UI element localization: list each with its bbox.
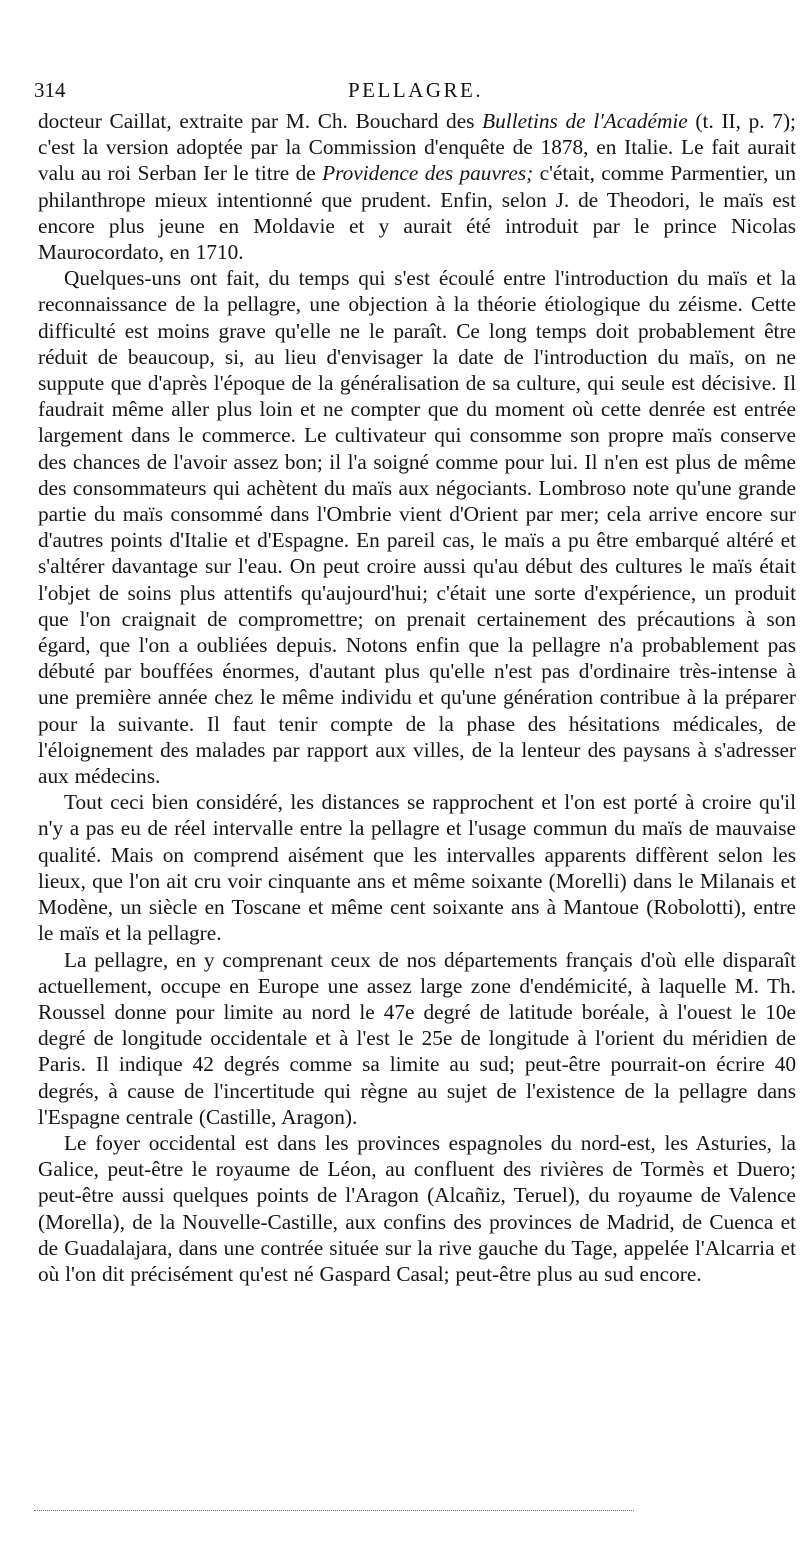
text-segment: Le foyer occidental est dans les provinces espagnoles du nord-est, les Asturies, la Galice, peut-être le royaume de Léon, au confluent des rivières de Tormès et Duero; peut-être aussi quelques points de l'Aragon (Alcañiz, Teruel), du royaume de Valence (Morella), de la Nouvelle-Castille, aux confins des provinces de Madrid, de Cuenca et de Guadalajara, dans une contrée située sur la rive gauche du Tage, appelée l'Alcarria et où l'on dit précisément qu'est né Gaspard Casal; peut-être plus au sud encore. [38,1130,796,1286]
text-segment: La pellagre, en y comprenant ceux de nos départements français d'où elle disparaît actuellement, occupe en Europe une assez large zone d'endémicité, à laquelle M. Th. Roussel donne pour limite au nord le 47e degré de latitude boréale, à l'ouest le 10e degré de longitude occidentale et à l'est le 25e de longitude à l'orient du méridien de Paris. Il indique 42 degrés comme sa limite au sud; peut-être pourrait-on écrire 40 degrés, à cause de l'incertitude qui règne au sujet de l'existence de la pellagre dans l'Espagne centrale (Castille, Aragon). [38,947,796,1129]
book-page [34,78,796,1287]
page-number: 314 [34,78,66,102]
paragraph [38,265,796,789]
body-text [38,108,796,1287]
text-segment: (t. II, p. 7); c'est la version adoptée par la Commission d'enquête de 1878, en Italie. Le fait aurait valu au roi Serban Ier le titre de [38,109,796,186]
italic-journal-title: Bulletins de l'Académie [482,109,688,133]
paragraph-continued [38,108,796,265]
paragraph [38,789,796,946]
text-segment: Quelques-uns ont fait, du temps qui s'est écoulé entre l'introduction du maïs et la reconnaissance de la pellagre, une objection à la théorie étiologique du zéisme. Cette difficulté est moins grave qu'elle ne le paraît. Ce long temps doit probablement être réduit de beaucoup, si, au lieu d'envisager la date de l'introduction du maïs, on ne suppute que d'après l'époque de la généralisation de sa culture, qui seule est décisive. Il faudrait même aller plus loin et ne compter que du moment où cette denrée est entrée largement dans le commerce. Le cultivateur qui consomme son propre maïs conserve des chances de l'avoir assez bon; il l'a soigné comme pour lui. Il n'en est plus de même des consommateurs qui achètent du maïs aux négociants. Lombroso note qu'une grande partie du maïs consommé dans l'Ombrie vient d'Orient par mer; cela arrive encore sur d'autres points d'Italie et d'Espagne. En pareil cas, le maïs a pu être embarqué altéré et s'altérer davantage sur l'eau. On peut croire aussi qu'au début des cultures le maïs était l'objet de soins plus attentifs qu'aujourd'hui; c'était une sorte d'expérience, un produit que l'on craignait de compromettre; on prenait certainement des précautions à son égard, que l'on a oubliées depuis. Notons enfin que la pellagre n'a probablement pas débuté par bouffées énormes, d'autant plus qu'elle n'est pas d'ordinaire très-intense à une première année chez le même individu et qu'une génération contribue à la préparer pour la suivante. Il faut tenir compte de la phase des hésitations médicales, de l'éloignement des malades par rapport aux villes, de la lenteur des paysans à s'adresser aux médecins. [38,266,796,789]
italic-epithet: Providence des pauvres; [322,161,534,186]
footer-rule [34,1510,634,1511]
paragraph [38,1130,796,1287]
page-header [34,78,796,108]
text-segment: docteur Caillat, extraite par M. Ch. Bouchard des [38,109,483,133]
text-segment: Tout ceci bien considéré, les distances se rapprochent et l'on est porté à croire qu'il n'y a pas eu de réel intervalle entre la pellagre et l'usage commun du maïs de mauvaise qualité. Mais on comprend aisément que les intervalles apparents diffèrent selon les lieux, que l'on ait cru voir cinquante ans et même soixante (Morelli) dans le Milanais et Modène, un siècle en Toscane et même cent soixante ans à Mantoue (Robolotti), entre le maïs et la pellagre. [38,790,796,946]
text-segment: c'était, comme Parmentier, un philanthrope mieux intentionné que prudent. Enfin, selon J. de Theodori, le maïs est encore plus jeune en Moldavie et y aurait été introduit par le prince Nicolas Maurocordato, en 1710. [38,161,796,265]
running-title: PELLAGRE. [348,78,484,102]
paragraph [38,947,796,1130]
